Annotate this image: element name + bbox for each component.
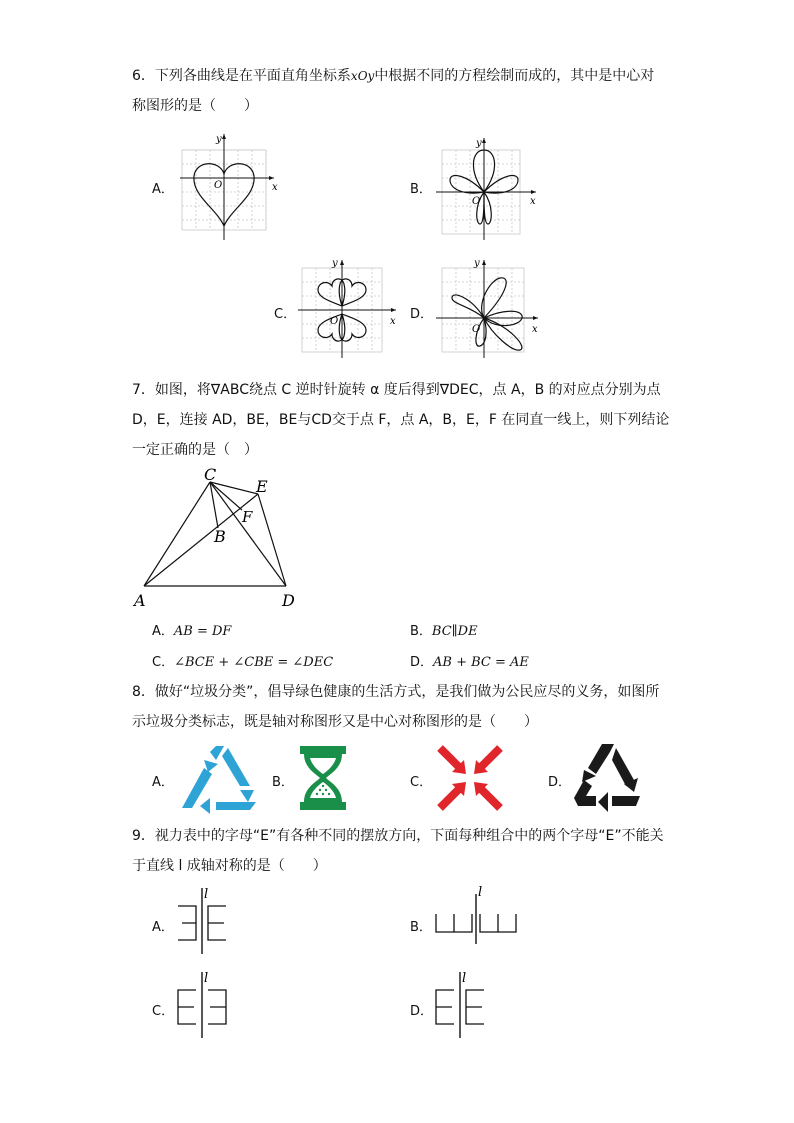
line-l-label: l	[462, 971, 467, 986]
label-A: A	[134, 591, 146, 610]
q7-option-a[interactable]: A．AB = DF	[152, 624, 232, 639]
q8-stem-line1: 8．做好“垃圾分类”，倡导绿色健康的生活方式，是我们做为公民应尽的义务，如图所	[132, 684, 660, 700]
q6-stem-line1: 6．下列各曲线是在平面直角坐标系xOy中根据不同的方程绘制而成的，其中是中心对	[132, 68, 655, 84]
q7-option-d[interactable]: D．AB + BC = AE	[410, 655, 529, 670]
y-axis-label: y	[474, 258, 480, 269]
q6-option-c-label[interactable]: C．	[274, 307, 297, 322]
x-axis-label: x	[530, 196, 536, 207]
q6-option-a-label[interactable]: A．	[152, 182, 174, 197]
label-D: D	[282, 591, 295, 610]
label-B: B	[214, 527, 226, 546]
y-axis-label: y	[216, 134, 222, 145]
q8-recycle-black-icon	[572, 740, 644, 814]
origin-label: O	[330, 316, 339, 327]
q6-option-b-label[interactable]: B．	[410, 182, 432, 197]
line-l-label: l	[204, 971, 209, 986]
q6-figure-flower	[432, 134, 544, 242]
q9-stem-line2: 于直线 l 成轴对称的是（ ）	[132, 858, 327, 874]
q7-figure-triangles	[130, 464, 310, 610]
q6-figure-propeller	[434, 256, 546, 360]
q9-option-c-label[interactable]: C．	[152, 1004, 175, 1019]
q6-option-d-label[interactable]: D．	[410, 307, 434, 322]
q9-stem-line1: 9．视力表中的字母“E”有各种不同的摆放方向，下面每种组合中的两个字母“E”不能关	[132, 828, 664, 844]
origin-label: O	[472, 196, 481, 207]
origin-label: O	[472, 324, 481, 335]
q8-option-b-label[interactable]: B．	[272, 775, 294, 790]
x-axis-label: x	[532, 324, 538, 335]
q7-option-c[interactable]: C．∠BCE + ∠CBE = ∠DEC	[152, 655, 334, 670]
line-l-label: l	[478, 885, 483, 900]
q6-stem-line2: 称图形的是（ ）	[132, 98, 258, 114]
q9-figure-a	[174, 884, 238, 954]
q8-option-d-label[interactable]: D．	[548, 775, 572, 790]
q8-option-c-label[interactable]: C．	[410, 775, 433, 790]
x-axis-label: x	[272, 182, 278, 193]
q7-stem-line3: 一定正确的是（ ）	[132, 442, 258, 458]
q9-option-b-label[interactable]: B．	[410, 920, 432, 935]
q8-recycle-blue-icon	[176, 742, 264, 814]
label-C: C	[204, 465, 217, 484]
x-axis-label: x	[390, 316, 396, 327]
q9-figure-d	[432, 968, 496, 1038]
q9-option-a-label[interactable]: A．	[152, 920, 174, 935]
q7-stem-line2: D，E，连接 AD，BE，BE与CD交于点 F，点 A，B，E，F 在同直一线上，则下列结论	[132, 412, 670, 428]
q8-hourglass-green-icon	[296, 744, 350, 812]
q6-figure-clover	[296, 256, 404, 360]
label-F: F	[242, 508, 253, 526]
y-axis-label: y	[476, 138, 482, 149]
q7-stem-line1: 7．如图，将∇ABC绕点 C 逆时针旋转 α 度后得到∇DEC，点 A，B 的对应点分别为点	[132, 382, 661, 398]
q9-figure-b	[432, 884, 524, 944]
q8-stem-line2: 示垃圾分类标志，既是轴对称图形又是中心对称图形的是（ ）	[132, 714, 538, 730]
q9-option-d-label[interactable]: D．	[410, 1004, 434, 1019]
y-axis-label: y	[332, 258, 338, 269]
label-E: E	[256, 477, 268, 496]
origin-label: O	[214, 180, 223, 191]
q8-cross-arrows-red-icon	[434, 742, 506, 814]
line-l-label: l	[204, 887, 209, 902]
q8-option-a-label[interactable]: A．	[152, 775, 174, 790]
q6-figure-heart	[176, 130, 286, 242]
q7-option-b[interactable]: B．BC∥DE	[410, 624, 478, 639]
q9-figure-c	[174, 968, 238, 1038]
